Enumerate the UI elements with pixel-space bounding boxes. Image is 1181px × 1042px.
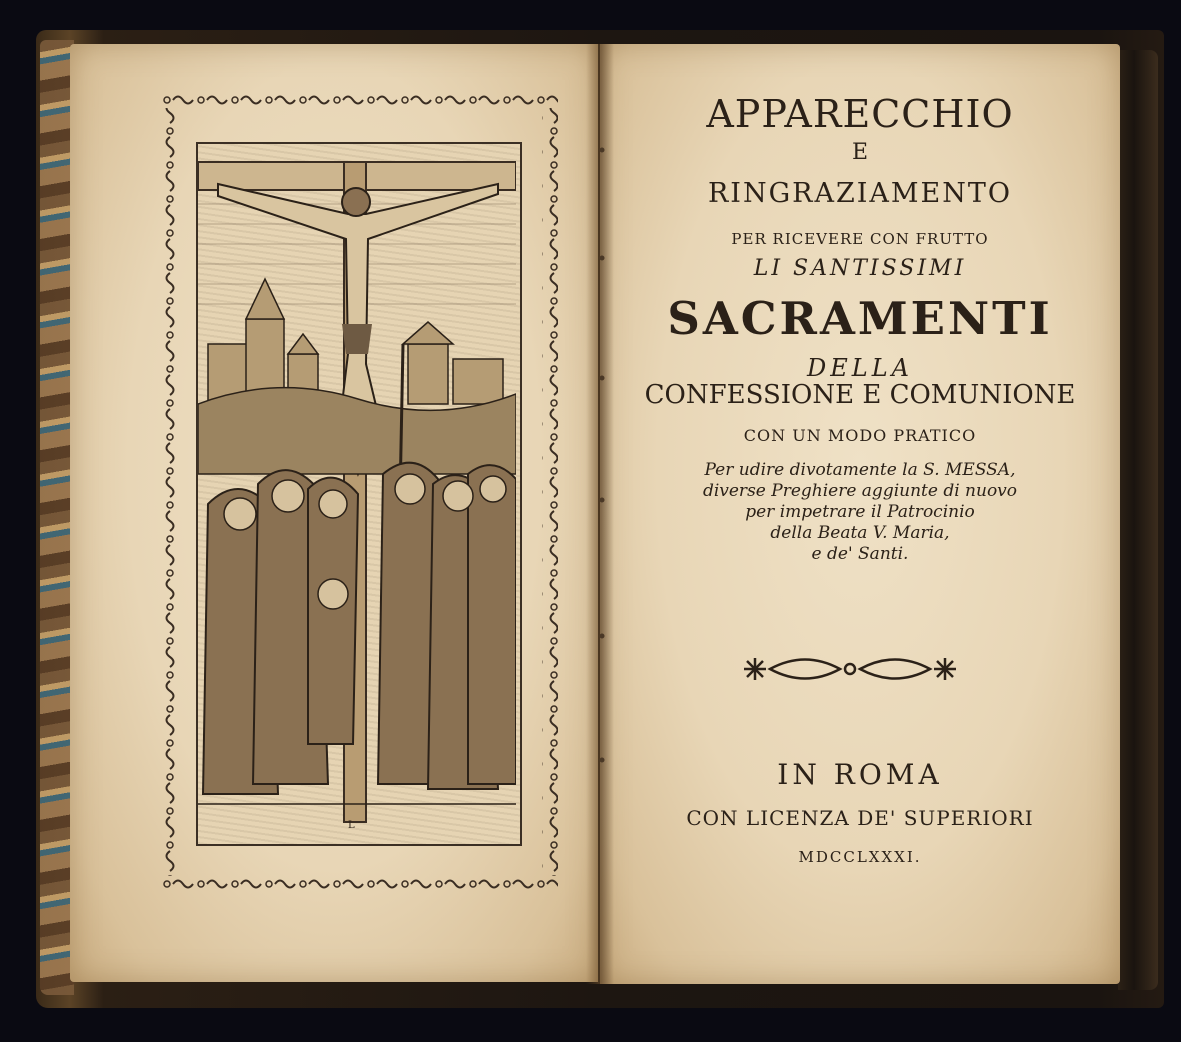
title-della: DELLA <box>807 354 913 382</box>
title-ringraziamento: RINGRAZIAMENTO <box>707 178 1013 209</box>
crucifixion-woodcut <box>196 142 522 846</box>
italic-line: Per udire divotamente la S. MESSA, <box>704 460 1016 480</box>
imprint-year: MDCCLXXXI. <box>798 848 922 866</box>
marbled-edge <box>40 40 74 995</box>
italic-line: per impetrare il Patrocinio <box>745 502 975 522</box>
back-cover-edge <box>1118 50 1158 990</box>
title-modo-pratico: CON UN MODO PRATICO <box>743 426 977 445</box>
italic-line: diverse Preghiere aggiunte di nuovo <box>702 481 1018 501</box>
italic-line: e de' Santi. <box>811 544 909 564</box>
title-sacramenti: SACRAMENTI <box>667 292 1053 345</box>
italic-description <box>600 460 1120 565</box>
title-apparecchio: APPARECCHIO <box>706 92 1014 136</box>
title-confessione: CONFESSIONE E COMUNIONE <box>644 380 1076 410</box>
plate-mark: L <box>348 820 355 831</box>
imprint-license: CON LICENZA DE' SUPERIORI <box>686 806 1034 830</box>
title-li-santissimi: LI SANTISSIMI <box>753 256 967 281</box>
crucifixion-woodcut-icon <box>198 144 516 840</box>
title-per-ricevere: PER RICEVERE CON FRUTTO <box>731 230 989 248</box>
title-e: E <box>851 140 869 165</box>
italic-line: della Beata V. Maria, <box>770 523 950 543</box>
fleuron-icon <box>740 646 960 692</box>
imprint-place: IN ROMA <box>777 758 943 791</box>
